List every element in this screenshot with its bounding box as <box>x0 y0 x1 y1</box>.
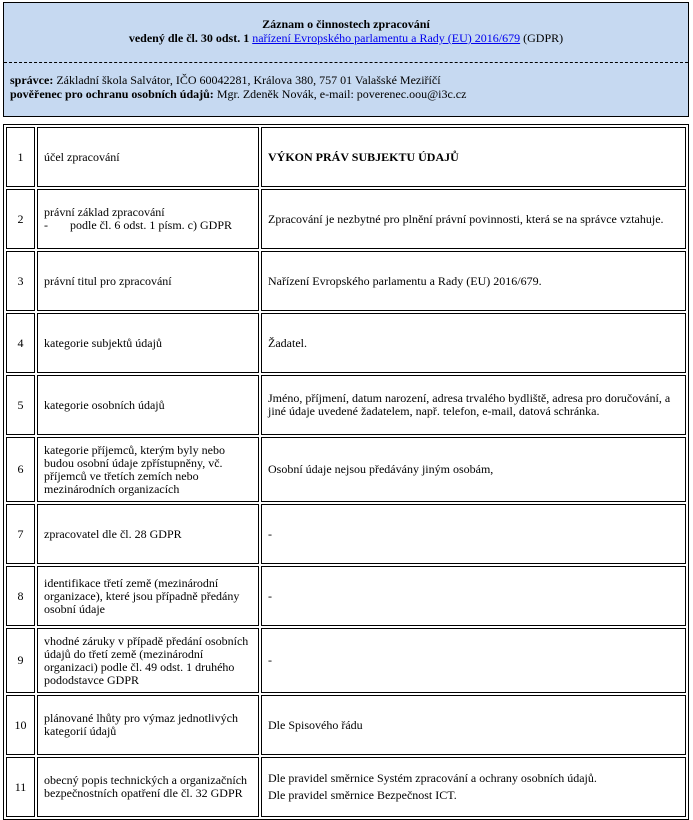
dpo-label: pověřenec pro ochranu osobních údajů: <box>10 87 214 101</box>
dpo-value: Mgr. Zdeněk Novák, e-mail: poverenec.oou@i3c.cz <box>216 87 467 101</box>
row-value: - <box>261 628 686 693</box>
table-row <box>6 437 686 502</box>
row-value <box>261 757 686 817</box>
row-label: kategorie osobních údajů <box>37 375 259 435</box>
table-row <box>6 189 686 249</box>
row-number: 2 <box>6 189 35 249</box>
table-row <box>6 695 686 755</box>
controller-value: Základní škola Salvátor, IČO 60042281, Králova 380, 757 01 Valašské Meziříčí <box>56 73 441 87</box>
controller-info <box>4 63 688 101</box>
row-number: 1 <box>6 127 35 187</box>
row-value: Jméno, příjmení, datum narození, adresa trvalého bydliště, adresa pro doručování, a jiné údaje uvedené žadatelem, např. telefon, e-mail, datová schránka. <box>261 375 686 435</box>
record-header <box>3 2 689 117</box>
table-row <box>6 757 686 817</box>
row-label: zpracovatel dle čl. 28 GDPR <box>37 504 259 564</box>
row-number: 6 <box>6 437 35 502</box>
table-row <box>6 628 686 693</box>
row-label: identifikace třetí země (mezinárodní organizace), které jsou případně předány osobní údaje <box>37 566 259 626</box>
row-label: právní titul pro zpracování <box>37 251 259 311</box>
processing-record-table <box>3 124 689 820</box>
table-row <box>6 375 686 435</box>
table-row <box>6 504 686 564</box>
list-dash: - <box>44 218 48 232</box>
row-number: 4 <box>6 313 35 373</box>
row-number: 8 <box>6 566 35 626</box>
row-number: 3 <box>6 251 35 311</box>
row-value: Nařízení Evropského parlamentu a Rady (EU) 2016/679. <box>261 251 686 311</box>
table-row <box>6 313 686 373</box>
row-value: - <box>261 566 686 626</box>
row-label-text: právní základ zpracování <box>44 205 165 219</box>
row-value: Osobní údaje nejsou předávány jiným osobám, <box>261 437 686 502</box>
document-title: Záznam o činnostech zpracování <box>262 17 430 31</box>
row-value: Žadatel. <box>261 313 686 373</box>
controller-label: správce: <box>10 73 54 87</box>
legal-basis-item <box>44 219 252 232</box>
subtitle-lead: vedený dle čl. 30 odst. 1 <box>128 31 250 45</box>
row-label: kategorie subjektů údajů <box>37 313 259 373</box>
row-value: VÝKON PRÁV SUBJEKTU ÚDAJŮ <box>261 127 686 187</box>
document-subtitle <box>4 31 688 45</box>
legal-basis-text: podle čl. 6 odst. 1 písm. c) GDPR <box>70 218 232 232</box>
ict-policy-line: Dle pravidel směrnice Bezpečnost ICT. <box>268 788 457 802</box>
row-label: vhodné záruky v případě předání osobních údajů do třetí země (mezinárodní organizaci) podle čl. 49 odst. 1 druhého pododstavce GDPR <box>37 628 259 693</box>
security-policy-line: Dle pravidel směrnice Systém zpracování a ochrany osobních údajů. <box>268 771 597 785</box>
row-number: 10 <box>6 695 35 755</box>
row-label: obecný popis technických a organizačních bezpečnostních opatření dle čl. 32 GDPR <box>37 757 259 817</box>
row-label: účel zpracování <box>37 127 259 187</box>
document-page <box>3 2 689 820</box>
row-label: kategorie příjemců, kterým byly nebo budou osobní údaje zpřístupněny, vč. příjemců ve třetích zemích nebo mezinárodních organizacích <box>37 437 259 502</box>
row-label <box>37 189 259 249</box>
row-number: 11 <box>6 757 35 817</box>
row-value: Dle Spisového řádu <box>261 695 686 755</box>
table-row <box>6 566 686 626</box>
table-row <box>6 127 686 187</box>
row-value: - <box>261 504 686 564</box>
gdpr-regulation-link[interactable]: nařízení Evropského parlamentu a Rady (EU) 2016/679 <box>252 31 521 45</box>
table-row <box>6 251 686 311</box>
row-label: plánované lhůty pro výmaz jednotlivých kategorií údajů <box>37 695 259 755</box>
row-value: Zpracování je nezbytné pro plnění právní povinnosti, která se na správce vztahuje. <box>261 189 686 249</box>
row-number: 7 <box>6 504 35 564</box>
row-number: 5 <box>6 375 35 435</box>
row-number: 9 <box>6 628 35 693</box>
subtitle-tail: (GDPR) <box>523 31 564 45</box>
